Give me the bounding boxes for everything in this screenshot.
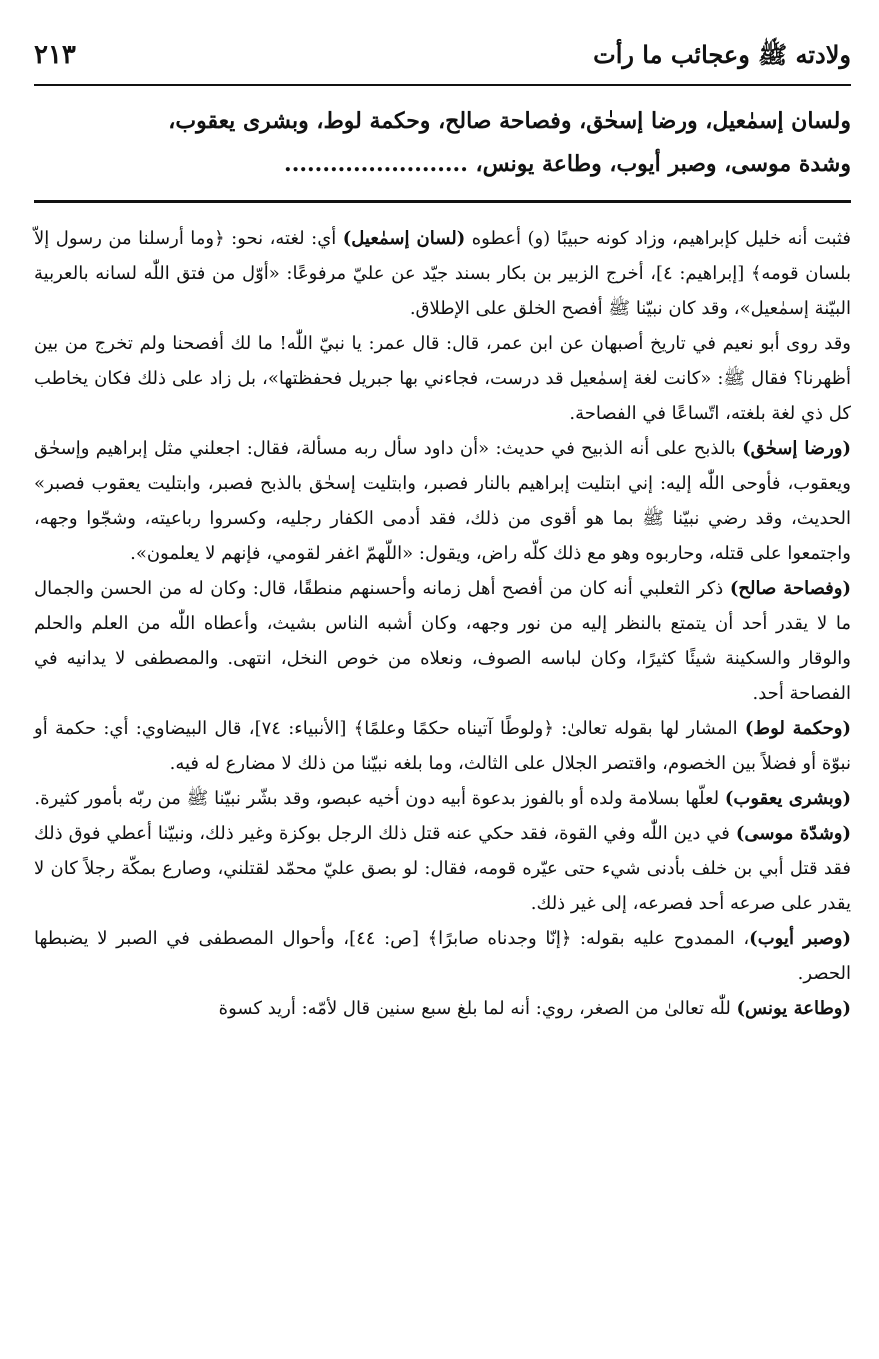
lemma: (وبشرى يعقوب) bbox=[724, 788, 851, 809]
commentary-paragraph bbox=[34, 921, 851, 991]
commentary-text: في دين اللّٰه وفي القوة، فقد حكي عنه قتل ذلك الرجل بوكزة وغير ذلك، ونبيّنا أعطي فوق ذلك فقد قتل أبي بن خلف بأدنى شيء حتى عيّره قومه، فقال: لو بصق عليّ محمّد لقتلني، وصارع بمكّة رجلاً كان لا يقدر على صرعه أحد فصرعه، إلى غير ذلك. bbox=[34, 823, 851, 914]
main-text-line bbox=[34, 143, 851, 186]
commentary-paragraph: وقد روى أبو نعيم في تاريخ أصبهان عن ابن عمر، قال: قال عمر: يا نبيّ اللّٰه! ما لك أفصحنا ولم تخرج من بين أظهرنا؟ فقال ﷺ: «كانت لغة إسمٰعيل قد درست، فجاءني بها جبريل فحفظتها»، بل زاد على ذلك فكان يخاطب كل ذي لغة بلغته، اتّساعًا في الفصاحة. bbox=[34, 333, 851, 424]
lemma: (لسان إسمٰعيل) bbox=[342, 228, 466, 249]
commentary bbox=[34, 221, 851, 1026]
commentary-text: ذكر الثعلبي أنه كان من أفصح أهل زمانه وأحسنهم منطقًا، قال: وكان له من الحسن والجمال ما لا يقدر أحد أن يتمتع بالنظر إليه من نور وجهه، وكان أشبه الناس بشيث، وأعطاه اللّٰه من العلم والحلم والوقار والسكينة شيئًا كثيرًا، وكان لباسه الصوف، ونعلاه من خوص النخل، انتهى. والمصطفى لا يدانيه في الفصاحة أحد. bbox=[34, 578, 851, 704]
main-text bbox=[34, 100, 851, 192]
commentary-paragraph bbox=[34, 221, 851, 326]
commentary-text: ، الممدوح عليه بقوله: ﴿إنّا وجدناه صابرًا﴾ [ص: ٤٤]، وأحوال المصطفى في الصبر لا يضبطها الحصر. bbox=[34, 928, 851, 984]
lemma: (وفصاحة صالح) bbox=[729, 578, 851, 599]
lemma: (وحكمة لوط) bbox=[744, 718, 851, 739]
page-header bbox=[34, 40, 851, 86]
commentary-paragraph bbox=[34, 781, 851, 816]
page bbox=[34, 40, 851, 1026]
lemma: (وصبر أيوب) bbox=[749, 928, 851, 949]
commentary-text: للّٰه تعالىٰ من الصغر، روي: أنه لما بلغ سبع سنين قال لأمّه: أريد كسوة bbox=[218, 998, 737, 1019]
running-title: ولادته ﷺ وعجائب ما رأت bbox=[593, 40, 851, 69]
lemma: (وطاعة يونس) bbox=[736, 998, 851, 1019]
continuation-dots: ........................ bbox=[284, 151, 468, 177]
commentary-paragraph bbox=[34, 431, 851, 571]
main-text-line-content: وشدة موسى، وصبر أيوب، وطاعة يونس، bbox=[475, 151, 851, 177]
separator-rule bbox=[34, 200, 851, 203]
lemma: (وشدّة موسى) bbox=[735, 823, 851, 844]
commentary-text: لعلّها بسلامة ولده أو بالفوز بدعوة أبيه دون أخيه عبصو، وقد بشّر نبيّنا ﷺ من ربّه بأمور كثيرة. bbox=[34, 788, 725, 809]
commentary-paragraph bbox=[34, 711, 851, 781]
commentary-text: فثبت أنه خليل كإبراهيم، وزاد كونه حبيبًا (و) أعطوه bbox=[465, 228, 851, 249]
commentary-text: بالذبح على أنه الذبيح في حديث: «أن داود سأل ربه مسألة، فقال: اجعلني مثل إبراهيم وإسحٰق ويعقوب، فأوحى اللّٰه إليه: إني ابتليت إبراهيم بالنار فصبر، وابتليت إسحٰق بالذبح فصبر، وابتليت يعقوب فصبر» الحديث، وقد رضي نبيّنا ﷺ بما هو أقوى من ذلك، فقد أدمى الكفار رجليه، وكسروا رباعيته، وشجّوا وجهه، واجتمعوا على قتله، وحاربوه وهو مع ذلك كلّه راض، ويقول: «اللّهمّ اغفر لقومي، فإنهم لا يعلمون». bbox=[34, 438, 851, 564]
commentary-paragraph bbox=[34, 571, 851, 711]
commentary-paragraph bbox=[34, 816, 851, 921]
lemma: (ورضا إسحٰق) bbox=[742, 438, 851, 459]
main-text-line: ولسان إسمٰعيل، ورضا إسحٰق، وفصاحة صالح، وحكمة لوط، وبشرى يعقوب، bbox=[168, 108, 851, 134]
commentary-text: أي: لغته، نحو: ﴿وما أرسلنا من رسول إلاّ بلسان قومه﴾ [إبراهيم: ٤]، أخرج الزبير بن بكار بسند جيّد عن عليّ مرفوعًا: «أوّل من فتق اللّٰه لسانه بالعربية البيّنة إسمٰعيل»، وقد كان نبيّنا ﷺ أفصح الخلق على الإطلاق. bbox=[34, 228, 851, 319]
page-number: ٢١٣ bbox=[34, 40, 76, 70]
commentary-paragraph bbox=[34, 991, 851, 1026]
commentary-text: المشار لها بقوله تعالىٰ: ﴿ولوطًا آتيناه حكمًا وعلمًا﴾ [الأنبياء: ٧٤]، قال البيضاوي: أي: حكمة أو نبوّة أو فضلاً بين الخصوم، واقتصر الجلال على الثالث، وما بلغه نبيّنا من ذلك لا مضارع له فيه. bbox=[34, 718, 851, 774]
